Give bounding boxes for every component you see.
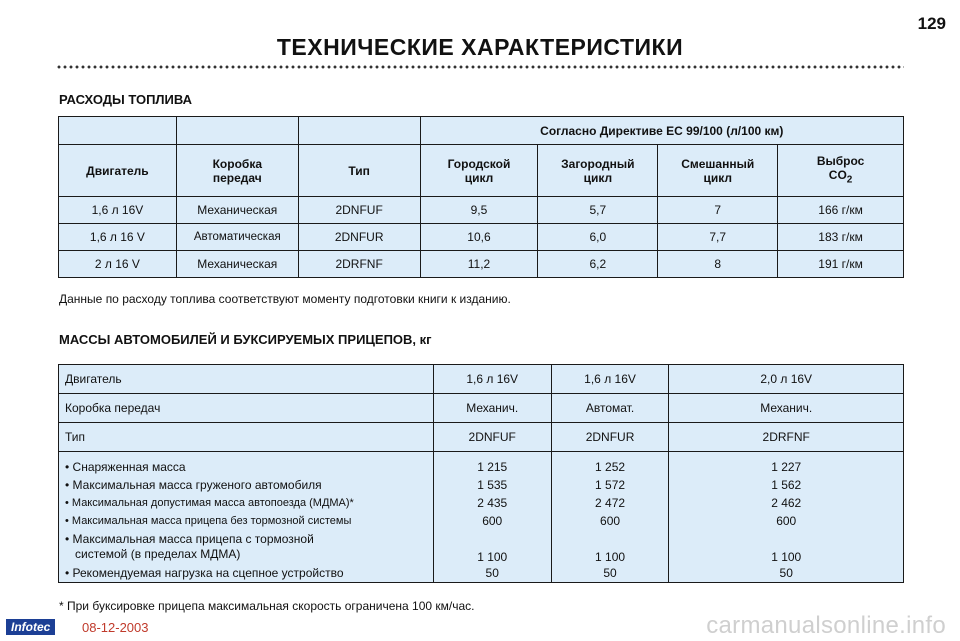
col-gearbox-line1: Коробка xyxy=(212,156,262,171)
type-value: 2DRFNF xyxy=(669,423,904,452)
fuel-section-title: РАСХОДЫ ТОПЛИВА xyxy=(59,92,193,107)
cell-type: 2DRFNF xyxy=(298,251,420,278)
mass-value: 2 472 xyxy=(595,496,626,510)
mass-type-row xyxy=(59,423,904,452)
col-city xyxy=(420,145,538,197)
cell-highway: 5,7 xyxy=(538,197,658,224)
gearbox-value: Механич. xyxy=(433,394,551,423)
mass-value: 1 572 xyxy=(595,478,626,492)
mass-values-col xyxy=(551,452,669,583)
header-blank-cell xyxy=(176,117,298,145)
type-value: 2DNFUR xyxy=(551,423,669,452)
fuel-row xyxy=(59,251,904,278)
cell-co2: 191 г/км xyxy=(778,251,904,278)
cell-engine: 1,6 л 16V xyxy=(59,197,177,224)
col-mixed-line1: Смешанный xyxy=(681,156,755,171)
gearbox-value: Механич. xyxy=(669,394,904,423)
cell-engine: 2 л 16 V xyxy=(59,251,177,278)
fuel-row xyxy=(59,224,904,251)
mass-value: 600 xyxy=(600,514,621,528)
cell-type: 2DNFUF xyxy=(298,197,420,224)
gearbox-value: Автомат. xyxy=(551,394,669,423)
item-train-weight: • Максимальная допустимая масса автопоезда (МДМА)* xyxy=(65,497,354,509)
print-date: 08-12-2003 xyxy=(82,620,149,635)
cell-gearbox: Механическая xyxy=(176,197,298,224)
infotec-logo: Infotec xyxy=(6,619,55,635)
item-curb-weight: • Снаряженная масса xyxy=(65,460,186,474)
col-co2-subscript: 2 xyxy=(846,174,853,186)
engine-value: 1,6 л 16V xyxy=(433,365,551,394)
mass-values-col xyxy=(669,452,904,583)
col-city-line1: Городской xyxy=(447,156,511,171)
mass-gearbox-row xyxy=(59,394,904,423)
mass-value: 1 252 xyxy=(595,460,626,474)
header-blank-cell xyxy=(59,117,177,145)
cell-gearbox: Механическая xyxy=(176,251,298,278)
mass-value: 2 435 xyxy=(477,496,508,510)
mass-values-row xyxy=(59,452,904,583)
mass-section-title: МАССЫ АВТОМОБИЛЕЙ И БУКСИРУЕМЫХ ПРИЦЕПОВ, кг xyxy=(59,332,432,347)
mass-value: 1 535 xyxy=(477,478,508,492)
mass-value: 1 562 xyxy=(771,478,802,492)
page-title: ТЕХНИЧЕСКИЕ ХАРАКТЕРИСТИКИ xyxy=(276,34,684,60)
mass-value: 50 xyxy=(485,566,499,580)
cell-mixed: 8 xyxy=(658,251,778,278)
cell-city: 11,2 xyxy=(420,251,538,278)
mass-items xyxy=(59,452,434,583)
engine-label: Двигатель xyxy=(59,365,434,394)
col-gearbox-line2: передач xyxy=(212,170,262,185)
mass-value: 1 215 xyxy=(477,460,508,474)
cell-mixed: 7 xyxy=(658,197,778,224)
fuel-column-headers xyxy=(59,145,904,197)
cell-mixed: 7,7 xyxy=(658,224,778,251)
mass-value: 600 xyxy=(482,514,503,528)
item-braked-trailer xyxy=(65,530,433,564)
cell-highway: 6,0 xyxy=(538,224,658,251)
watermark: carmanualsonline.info xyxy=(706,612,946,639)
mass-value: 50 xyxy=(779,566,793,580)
mass-value: 1 100 xyxy=(595,550,626,564)
mass-table xyxy=(58,364,904,583)
col-engine-label: Двигатель xyxy=(86,163,149,178)
cell-engine: 1,6 л 16 V xyxy=(59,224,177,251)
col-co2-line1: Выброс xyxy=(816,153,865,168)
cell-type: 2DNFUR xyxy=(298,224,420,251)
mass-value: 1 100 xyxy=(477,550,508,564)
fuel-consumption-table xyxy=(58,116,904,278)
mass-value: 1 227 xyxy=(771,460,802,474)
col-highway-line1: Загородный xyxy=(561,156,635,171)
mass-value: 600 xyxy=(776,514,797,528)
mass-values-col xyxy=(433,452,551,583)
item-unbraked-trailer: • Максимальная масса прицепа без тормозной системы xyxy=(65,515,352,527)
col-co2 xyxy=(778,145,904,197)
mass-engine-row xyxy=(59,365,904,394)
fuel-row xyxy=(59,197,904,224)
cell-co2: 183 г/км xyxy=(778,224,904,251)
col-type-label: Тип xyxy=(348,163,370,178)
item-braked-trailer-line1: • Максимальная масса прицепа с тормозной xyxy=(65,532,314,546)
cell-city: 10,6 xyxy=(420,224,538,251)
col-mixed-line2: цикл xyxy=(703,170,732,185)
gearbox-label: Коробка передач xyxy=(59,394,434,423)
col-type xyxy=(298,145,420,197)
fuel-note: Данные по расходу топлива соответствуют моменту подготовки книги к изданию. xyxy=(59,292,511,306)
col-mixed xyxy=(658,145,778,197)
type-label: Тип xyxy=(59,423,434,452)
mass-value: 2 462 xyxy=(771,496,802,510)
col-engine xyxy=(59,145,177,197)
mass-value: 1 100 xyxy=(771,550,802,564)
mass-value: 50 xyxy=(603,566,617,580)
engine-value: 1,6 л 16V xyxy=(551,365,669,394)
cell-city: 9,5 xyxy=(420,197,538,224)
directive-header: Согласно Директиве ЕС 99/100 (л/100 км) xyxy=(420,117,903,145)
item-gross-weight: • Максимальная масса груженого автомобиля xyxy=(65,478,322,492)
page-number: 129 xyxy=(917,14,946,33)
header-blank-cell xyxy=(298,117,420,145)
item-towbar-load: • Рекомендуемая нагрузка на сцепное устройство xyxy=(65,566,344,580)
col-gearbox xyxy=(176,145,298,197)
type-value: 2DNFUF xyxy=(433,423,551,452)
dotted-divider xyxy=(56,64,904,70)
col-city-line2: цикл xyxy=(464,170,494,185)
col-co2-line2: CO xyxy=(828,167,847,182)
engine-value: 2,0 л 16V xyxy=(669,365,904,394)
cell-highway: 6,2 xyxy=(538,251,658,278)
col-highway xyxy=(538,145,658,197)
cell-co2: 166 г/км xyxy=(778,197,904,224)
footnote: * При буксировке прицепа максимальная скорость ограничена 100 км/час. xyxy=(59,599,475,613)
cell-gearbox: Автоматическая xyxy=(176,224,298,251)
item-braked-trailer-line2: системой (в пределах МДМА) xyxy=(75,547,241,561)
col-highway-line2: цикл xyxy=(583,170,613,185)
